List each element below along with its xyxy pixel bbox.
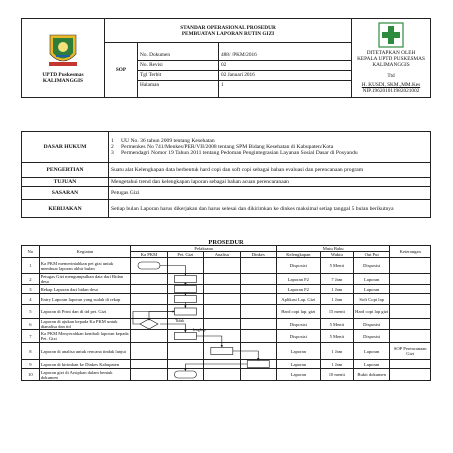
approval-line3: KALIMANGGIS bbox=[372, 62, 410, 68]
step-no: 3 bbox=[22, 285, 40, 294]
step-waktu: 1 Jam bbox=[320, 343, 353, 360]
step-waktu: 5 Menit bbox=[320, 258, 353, 274]
step-keterangan bbox=[390, 305, 431, 319]
meta-value-date: 02 Januari 2016 bbox=[219, 70, 351, 80]
col-kegiatan: Kegiatan bbox=[39, 246, 131, 258]
flow-label-tidak: Tidak bbox=[175, 318, 185, 323]
table-row bbox=[22, 294, 431, 305]
dasar-hukum-content bbox=[109, 132, 431, 163]
step-output: Soft Copi lap bbox=[353, 294, 389, 305]
lane-analisa bbox=[204, 258, 240, 274]
step-kelengkapan: Laporan F2 bbox=[276, 274, 320, 285]
lane-analisa bbox=[204, 274, 240, 285]
step-keterangan bbox=[390, 294, 431, 305]
step-no: 4 bbox=[22, 294, 40, 305]
table-row bbox=[22, 360, 431, 369]
table-row bbox=[22, 285, 431, 294]
step-output: Disposisi bbox=[353, 319, 389, 330]
step-no: 8 bbox=[22, 343, 40, 360]
lane-dinkes bbox=[240, 305, 276, 319]
lane-ka-pkm bbox=[131, 330, 167, 343]
kebijakan-text: Setiap bulan Laporan harus dikerjakan dan harus selesai dan dikirimkan ke dinkes maksimal setiap tanggal 5 bulan berikutnya bbox=[109, 200, 431, 218]
org-name-line2: KALIMANGGIS bbox=[42, 78, 84, 84]
lane-dinkes bbox=[240, 360, 276, 369]
lane-pet-gizi bbox=[167, 343, 203, 360]
sop-definition-table bbox=[21, 131, 431, 218]
step-no: 2 bbox=[22, 274, 40, 285]
step-kegiatan: Ka PKM memerintahkan pet gizi untuk membuat laporan akhir bulan bbox=[39, 258, 131, 274]
regency-logo-cell bbox=[22, 19, 105, 98]
step-waktu: 5 Menit bbox=[320, 319, 353, 330]
title-line1: STANDAR OPERASIONAL PROSEDUR bbox=[180, 24, 276, 31]
lane-ka-pkm bbox=[131, 258, 167, 274]
step-keterangan bbox=[390, 319, 431, 330]
approval-line2: KEPALA UPTD PUSKESMAS bbox=[357, 56, 425, 62]
org-name-line1: UPTD Puskesmas bbox=[42, 72, 84, 78]
dasar-hukum-item: 2 Permenkes No 741/Menkes/PER/VII/2008 tentang SPM Bidang Kesehatan di Kabupaten/Kota bbox=[111, 143, 334, 150]
step-kelengkapan: Disposisi bbox=[276, 319, 320, 330]
step-output: Laporan bbox=[353, 285, 389, 294]
step-kelengkapan: Hard copi lap. gizi bbox=[276, 305, 320, 319]
step-output: Laporan bbox=[353, 360, 389, 369]
step-kegiatan: Ka PKM Menyerahkan kembali laporan kepada Pet. Gizi bbox=[39, 330, 131, 343]
pengertian-label: PENGERTIAN bbox=[22, 163, 109, 178]
step-output: Disposisi bbox=[353, 258, 389, 274]
lane-analisa bbox=[204, 360, 240, 369]
meta-labels bbox=[138, 43, 219, 98]
step-waktu: 5 Menit bbox=[320, 330, 353, 343]
table-row bbox=[22, 369, 431, 381]
lane-analisa bbox=[204, 330, 240, 343]
health-cross-logo-icon bbox=[378, 22, 404, 48]
col-keterangan: Keterangan bbox=[390, 246, 431, 258]
lane-analisa bbox=[204, 319, 240, 330]
meta-label-rev: No. Revisi bbox=[138, 60, 218, 70]
lane-dinkes bbox=[240, 258, 276, 274]
step-kelengkapan: Disposisi bbox=[276, 330, 320, 343]
step-no: 9 bbox=[22, 360, 40, 369]
approval-ttd: Ttd bbox=[387, 73, 395, 79]
prosedur-title: PROSEDUR bbox=[208, 239, 244, 246]
step-kegiatan: Laporan di analisa untuk rencana tindak lanjut bbox=[39, 343, 131, 360]
step-waktu: 7 Jam bbox=[320, 274, 353, 285]
step-waktu: 1 Jam bbox=[320, 360, 353, 369]
lane-analisa bbox=[204, 294, 240, 305]
step-waktu: 15 menit bbox=[320, 305, 353, 319]
sasaran-label: SASARAN bbox=[22, 187, 109, 200]
regency-emblem-icon bbox=[46, 32, 80, 70]
lane-analisa bbox=[204, 305, 240, 319]
step-kelengkapan: Laporan bbox=[276, 369, 320, 381]
lane-ka-pkm bbox=[131, 305, 167, 319]
step-kelengkapan: Aplikasi Lap. Gizi bbox=[276, 294, 320, 305]
col-no: No bbox=[22, 246, 40, 258]
col-mutu: Mutu Baku bbox=[276, 246, 389, 252]
lane-dinkes bbox=[240, 369, 276, 381]
meta-value-page: 1 bbox=[221, 82, 224, 88]
lane-pet-gizi bbox=[167, 285, 203, 294]
col-dinkes: Dinkes bbox=[240, 252, 276, 258]
lane-ka-pkm bbox=[131, 360, 167, 369]
prosedur-flow-wrapper bbox=[21, 245, 431, 381]
lane-ka-pkm bbox=[131, 274, 167, 285]
step-keterangan: SOP Perencanaan Gizi bbox=[390, 343, 431, 360]
table-row bbox=[22, 305, 431, 319]
meta-label-doc: No. Dokumen bbox=[138, 51, 218, 61]
step-kegiatan: Laporan gizi di Arsipkan dalam bentuk dokumen bbox=[39, 369, 131, 381]
flow-label-lengkap: lengkap bbox=[193, 327, 206, 332]
step-output: Laporan bbox=[353, 274, 389, 285]
lane-analisa bbox=[204, 369, 240, 381]
col-kelengkapan: Kelengkapan bbox=[276, 252, 320, 258]
kebijakan-label: KEBIJAKAN bbox=[22, 200, 109, 218]
step-kelengkapan: Laporan F2 bbox=[276, 285, 320, 294]
sop-header bbox=[21, 18, 431, 98]
meta-value-rev: 02 bbox=[219, 60, 351, 70]
lane-pet-gizi bbox=[167, 274, 203, 285]
step-waktu: 1 Jam bbox=[320, 285, 353, 294]
table-row bbox=[22, 343, 431, 360]
meta-values bbox=[219, 43, 352, 98]
approval-name: H. KUSDI, SKM.,MM.Kes bbox=[361, 82, 421, 88]
lane-dinkes bbox=[240, 343, 276, 360]
prosedur-table bbox=[21, 245, 431, 381]
step-output: Disposisi bbox=[353, 330, 389, 343]
table-row bbox=[22, 258, 431, 274]
col-analisa: Analisa bbox=[204, 252, 240, 258]
sop-document bbox=[21, 18, 431, 442]
step-kegiatan: Laporan di ajukan kepada Ka PKM untuk dianalisa dan ttd bbox=[39, 319, 131, 330]
step-keterangan bbox=[390, 369, 431, 381]
step-no: 6 bbox=[22, 319, 40, 330]
sasaran-text: Petugas Gizi bbox=[109, 187, 431, 200]
lane-ka-pkm bbox=[131, 343, 167, 360]
col-ka-pkm: Ka PKM bbox=[131, 252, 167, 258]
lane-ka-pkm bbox=[131, 285, 167, 294]
table-row bbox=[22, 330, 431, 343]
step-keterangan bbox=[390, 274, 431, 285]
meta-label-date: Tgl Terbit bbox=[138, 70, 218, 80]
col-pelaksana: Pelaksana bbox=[131, 246, 277, 252]
lane-ka-pkm bbox=[131, 294, 167, 305]
meta-value-doc: 488/ /PKM/2016 bbox=[219, 51, 351, 61]
pengertian-text: Suatu alat Kelengkapan data berbentuk hard copi dan soft copi sebagai bahan evaluasi dan perencanaan program bbox=[109, 163, 431, 178]
lane-pet-gizi bbox=[167, 294, 203, 305]
step-no: 1 bbox=[22, 258, 40, 274]
dasar-hukum-label: DASAR HUKUM bbox=[22, 132, 109, 163]
step-waktu: 1 Jam bbox=[320, 294, 353, 305]
col-output: Out Put bbox=[353, 252, 389, 258]
col-pet-gizi: Pet. Gizi bbox=[167, 252, 203, 258]
step-kegiatan: Petugas Gizi mengumpulkan data dari Bidan desa bbox=[39, 274, 131, 285]
dasar-hukum-item: 3 Permendagri Nomor 19 Tahun 2011 tentang Pedoman Pengintegrasian Layanan Sosial Dasar di Posyandu bbox=[111, 150, 358, 157]
lane-pet-gizi bbox=[167, 305, 203, 319]
step-kegiatan: Laporan di kirimkan ke Dinkes Kabupaten bbox=[39, 360, 131, 369]
step-kegiatan: Entry Laporan laporan yang sudah di rekap bbox=[39, 294, 131, 305]
sop-label: SOP bbox=[105, 43, 138, 98]
lane-analisa bbox=[204, 343, 240, 360]
lane-dinkes bbox=[240, 285, 276, 294]
step-kegiatan: Laporan di Print dan di ttd pet. Gizi bbox=[39, 305, 131, 319]
step-kelengkapan: Disposisi bbox=[276, 258, 320, 274]
lane-dinkes bbox=[240, 330, 276, 343]
tujuan-label: TUJUAN bbox=[22, 178, 109, 187]
step-waktu: 10 menit bbox=[320, 369, 353, 381]
approval-line1: DITETAPKAN OLEH bbox=[366, 50, 416, 56]
document-title bbox=[105, 19, 352, 43]
step-keterangan bbox=[390, 285, 431, 294]
lane-dinkes bbox=[240, 294, 276, 305]
lane-analisa bbox=[204, 285, 240, 294]
table-row bbox=[22, 319, 431, 330]
step-output: Hard copi lap gizi bbox=[353, 305, 389, 319]
lane-dinkes bbox=[240, 274, 276, 285]
lane-pet-gizi bbox=[167, 258, 203, 274]
lane-pet-gizi bbox=[167, 360, 203, 369]
meta-label-page: Halaman bbox=[140, 82, 160, 88]
step-kelengkapan: Laporan bbox=[276, 360, 320, 369]
approval-nip: NIP.196201011982021002 bbox=[362, 88, 420, 94]
step-output: Laporan bbox=[353, 343, 389, 360]
approval-cell bbox=[352, 19, 431, 98]
tujuan-text: Mengetahui trend dan kelengkapan laporan sebagai bahan acuan perencaranaan bbox=[109, 178, 431, 187]
lane-ka-pkm bbox=[131, 319, 167, 330]
table-row bbox=[22, 274, 431, 285]
step-no: 7 bbox=[22, 330, 40, 343]
step-keterangan bbox=[390, 360, 431, 369]
step-keterangan bbox=[390, 258, 431, 274]
col-waktu: Waktu bbox=[320, 252, 353, 258]
step-output: Bukti dokumen bbox=[353, 369, 389, 381]
step-kelengkapan: Laporan bbox=[276, 343, 320, 360]
step-keterangan bbox=[390, 330, 431, 343]
title-line2: PEMBUATAN LAPORAN RUTIN GIZI bbox=[181, 30, 275, 37]
lane-dinkes bbox=[240, 319, 276, 330]
lane-pet-gizi bbox=[167, 369, 203, 381]
step-no: 10 bbox=[22, 369, 40, 381]
lane-ka-pkm bbox=[131, 369, 167, 381]
step-no: 5 bbox=[22, 305, 40, 319]
dasar-hukum-item: 1 UU No. 36 tahun 2009 tentang Kesehatan bbox=[111, 137, 215, 144]
step-kegiatan: Rekap Laporan dari bidan desa bbox=[39, 285, 131, 294]
